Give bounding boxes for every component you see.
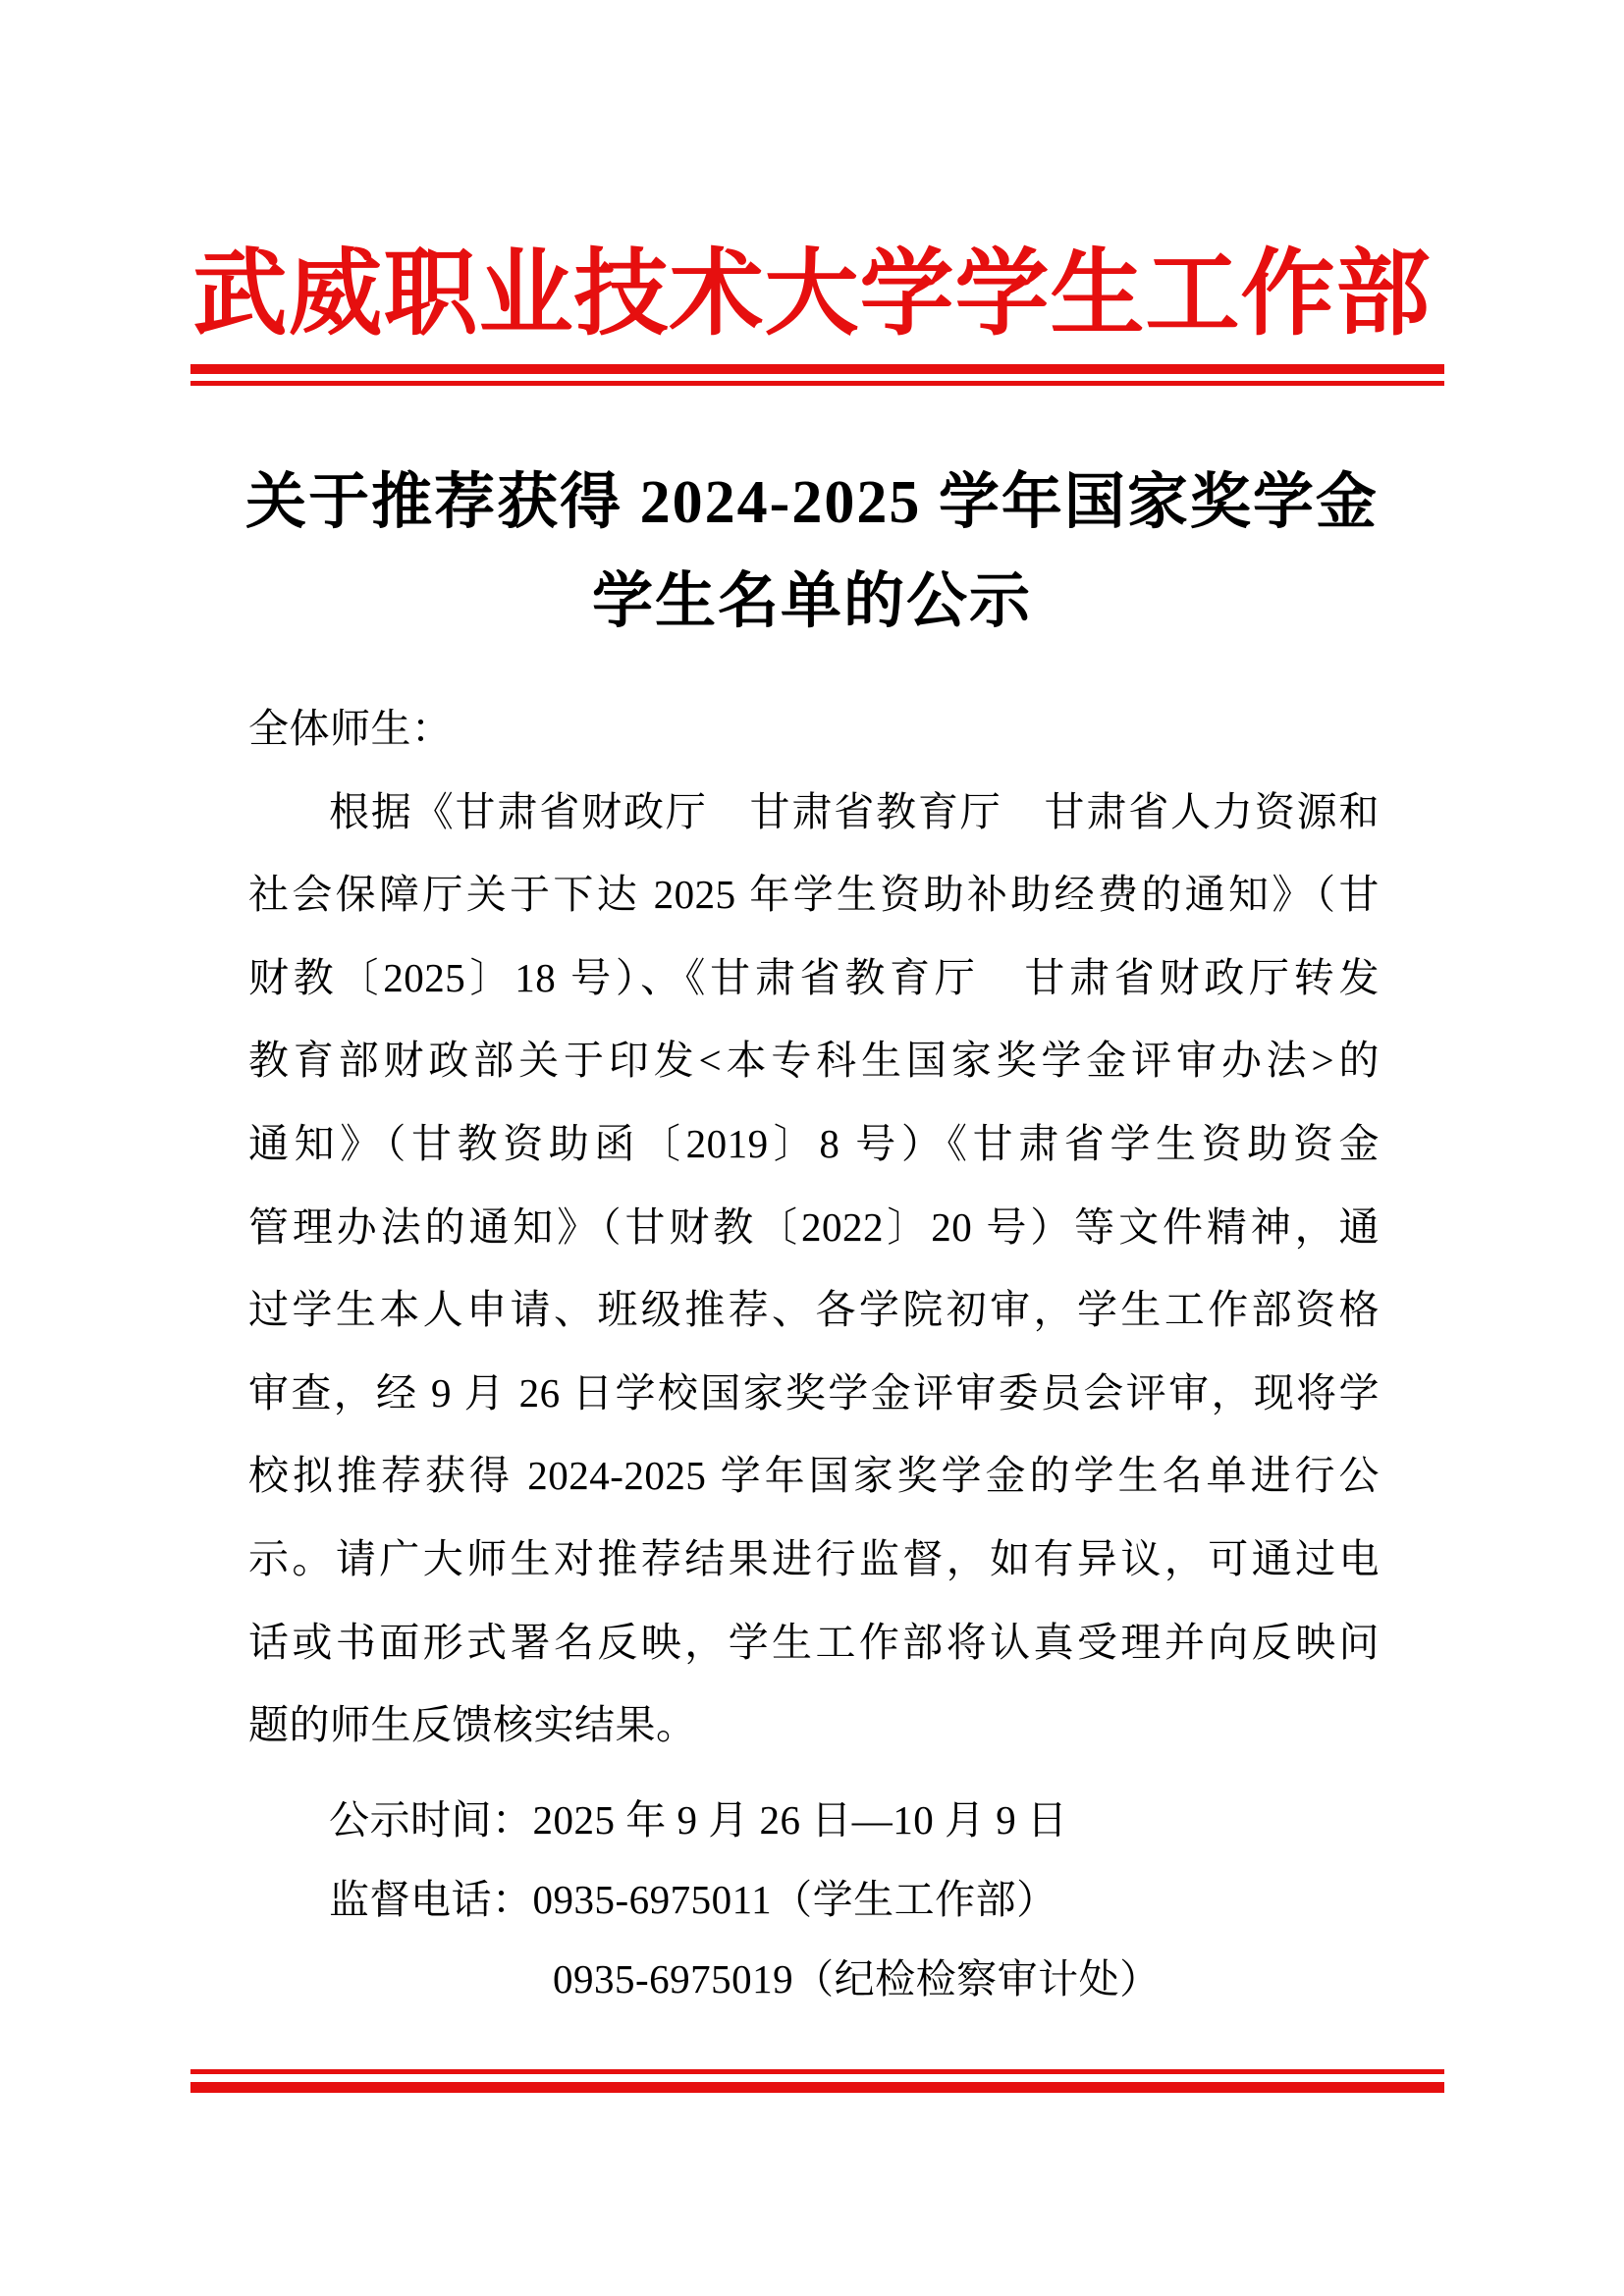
body-line: 话或书面形式署名反映，学生工作部将认真受理并向反映问 bbox=[248, 1619, 1380, 1665]
header-rule-thick bbox=[190, 364, 1444, 374]
body-line: 校拟推荐获得 2024-2025 学年国家奖学金的学生名单进行公 bbox=[248, 1453, 1380, 1499]
body-line: 过学生本人申请、班级推荐、各学院初审，学生工作部资格 bbox=[248, 1287, 1380, 1333]
body-line: 财教〔2025〕18 号）、《甘肃省教育厅 甘肃省财政厅转发 bbox=[248, 954, 1380, 1000]
publicity-period: 公示时间：2025 年 9 月 26 日—10 月 9 日 bbox=[329, 1797, 1068, 1842]
body-line: 管理办法的通知》（甘财教〔2022〕20 号）等文件精神，通 bbox=[248, 1203, 1380, 1250]
notice-title-line1: 关于推荐获得 2024-2025 学年国家奖学金 bbox=[245, 469, 1379, 536]
header-rule-thin bbox=[190, 381, 1444, 386]
notice-title bbox=[0, 454, 1624, 652]
body-line: 通知》（甘教资助函〔2019〕8 号）《甘肃省学生资助资金 bbox=[248, 1120, 1380, 1166]
notice-body bbox=[248, 687, 1380, 1767]
department-banner: 武威职业技术大学学生工作部 bbox=[192, 241, 1432, 347]
body-line: 示。请广大师生对推荐结果进行监督，如有异议，可通过电 bbox=[248, 1535, 1380, 1581]
body-line: 教育部财政部关于印发<本专科生国家奖学金评审办法>的 bbox=[248, 1038, 1380, 1084]
supervision-phone-1: 监督电话：0935-6975011（学生工作部） bbox=[329, 1877, 1057, 1922]
body-line: 社会保障厅关于下达 2025 年学生资助补助经费的通知》（甘 bbox=[248, 872, 1380, 918]
body-line: 审查，经 9 月 26 日学校国家奖学金评审委员会评审，现将学 bbox=[248, 1369, 1380, 1415]
body-line-last: 题的师生反馈核实结果。 bbox=[248, 1702, 697, 1748]
footer-rule-thick bbox=[190, 2082, 1444, 2093]
notice-title-line2: 学生名单的公示 bbox=[591, 568, 1032, 635]
salutation: 全体师生： bbox=[248, 706, 453, 751]
notice-footer-info bbox=[248, 1781, 1380, 2019]
body-line: 根据《甘肃省财政厅 甘肃省教育厅 甘肃省人力资源和 bbox=[329, 788, 1380, 834]
footer-rule-thin bbox=[190, 2069, 1444, 2074]
supervision-phone-2: 0935-6975019（纪检检察审计处） bbox=[553, 1956, 1161, 2002]
